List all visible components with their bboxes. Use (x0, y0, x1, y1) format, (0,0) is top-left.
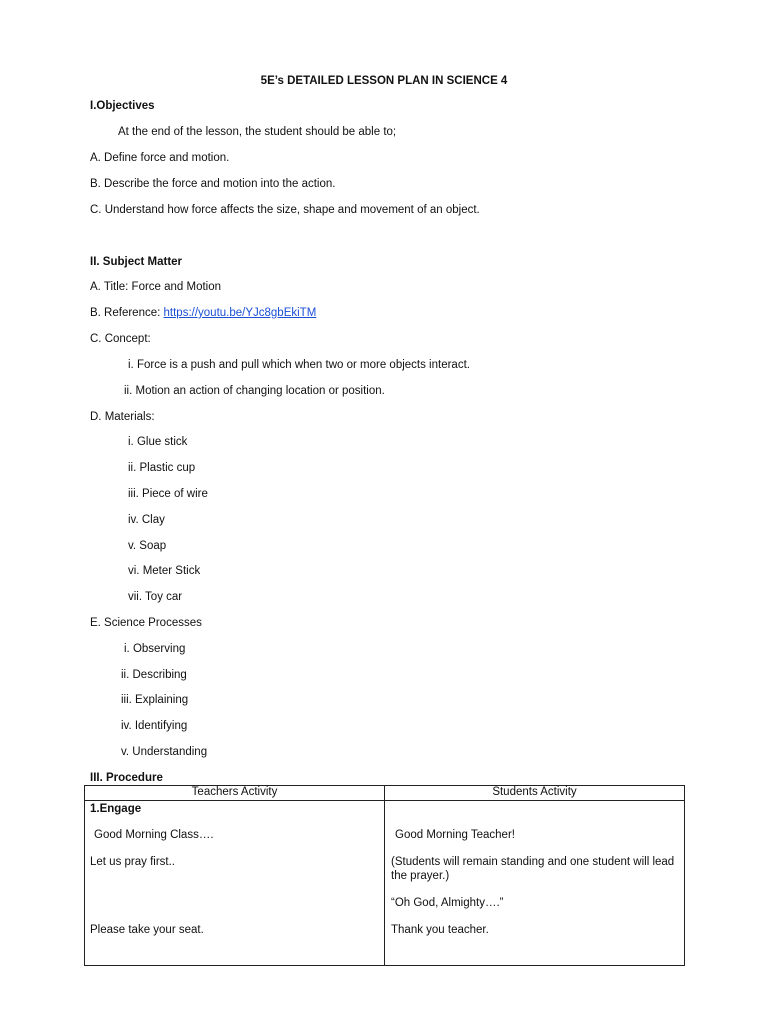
process-item: i. Observing (124, 643, 186, 655)
concept-item: i. Force is a push and pull which when two or more objects interact. (128, 359, 470, 371)
materials-label: D. Materials: (90, 411, 155, 423)
process-item: v. Understanding (121, 746, 208, 758)
concept-label: C. Concept: (90, 333, 151, 345)
reference-link[interactable]: https://youtu.be/YJc8gbEkiTM (163, 307, 317, 319)
procedure-table (84, 785, 685, 966)
material-item: iii. Piece of wire (128, 488, 208, 500)
objective-item: B. Describe the force and motion into the action. (90, 178, 336, 190)
objectives-heading: I.Objectives (90, 100, 155, 112)
stage-label: 1.Engage (90, 803, 142, 815)
teachers-activity-header: Teachers Activity (85, 786, 385, 801)
material-item: vii. Toy car (128, 591, 183, 603)
lesson-title-line: A. Title: Force and Motion (90, 281, 222, 293)
process-item: iv. Identifying (121, 720, 188, 732)
science-processes-label: E. Science Processes (90, 617, 202, 629)
teacher-activity-cell (85, 801, 385, 966)
students-activity-header: Students Activity (385, 786, 685, 801)
material-item: ii. Plastic cup (128, 462, 196, 474)
objective-item: A. Define force and motion. (90, 152, 230, 164)
student-line: Good Morning Teacher! (395, 829, 515, 841)
objective-item: C. Understand how force affects the size, shape and movement of an object. (90, 204, 480, 216)
teacher-line: Let us pray first.. (90, 856, 176, 868)
reference-label: B. Reference: (90, 307, 164, 319)
objectives-intro: At the end of the lesson, the student should be able to; (118, 126, 397, 138)
material-item: i. Glue stick (128, 436, 188, 448)
material-item: vi. Meter Stick (128, 565, 201, 577)
subject-matter-heading: II. Subject Matter (90, 256, 183, 268)
student-activity-cell (385, 801, 685, 966)
reference-line (90, 306, 316, 320)
material-item: iv. Clay (128, 514, 165, 526)
teacher-line: Please take your seat. (90, 924, 204, 936)
student-line: “Oh God, Almighty….” (391, 897, 504, 909)
procedure-heading: III. Procedure (90, 772, 163, 784)
teacher-line: Good Morning Class…. (94, 829, 214, 841)
student-line: (Students will remain standing and one student will lead the prayer.) (391, 856, 675, 882)
student-line: Thank you teacher. (391, 924, 489, 936)
concept-item: ii. Motion an action of changing location or position. (124, 385, 385, 397)
material-item: v. Soap (128, 540, 167, 552)
process-item: iii. Explaining (121, 694, 189, 706)
document-title: 5E’s DETAILED LESSON PLAN IN SCIENCE 4 (260, 75, 508, 87)
process-item: ii. Describing (121, 669, 187, 681)
